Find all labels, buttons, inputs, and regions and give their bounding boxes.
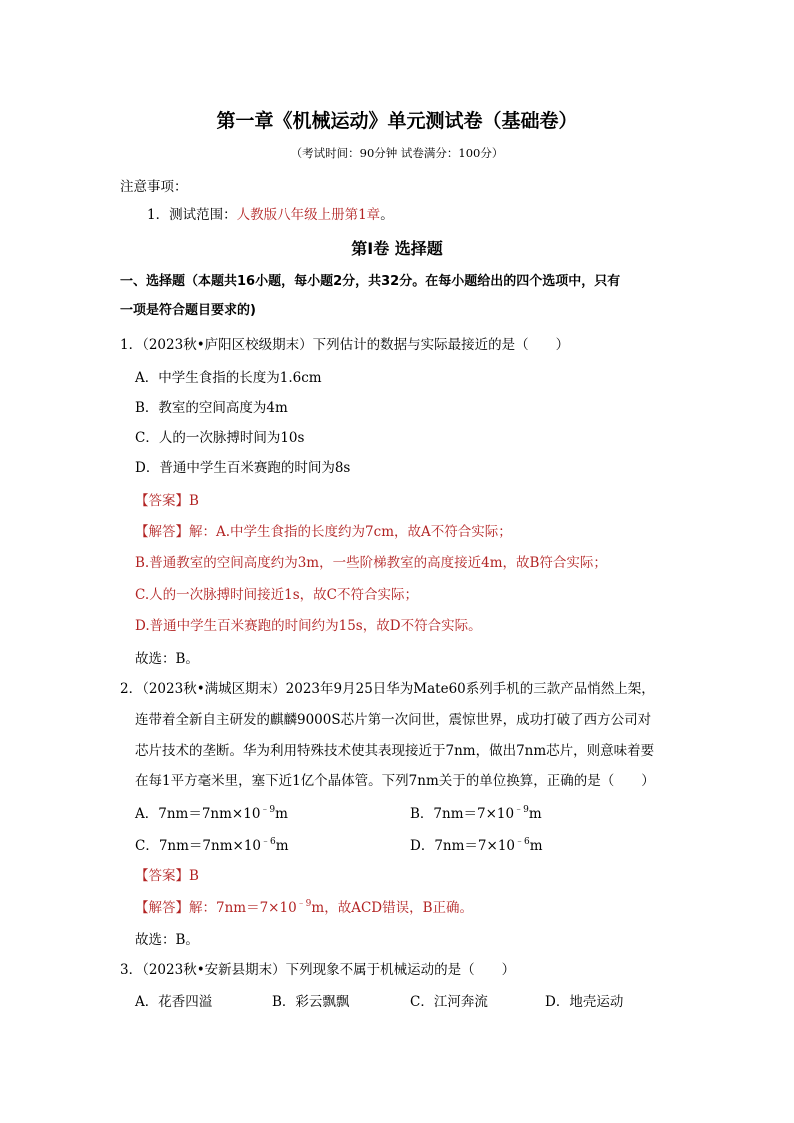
q2-analysis-pre: 解：7nm＝7×10 — [189, 900, 297, 916]
q3-option-d: D．地壳运动 — [545, 994, 624, 1010]
q3-option-c: C．江河奔流 — [410, 994, 488, 1010]
q2-option-d-base: 7nm＝7×10 — [434, 838, 515, 854]
q2-option-d — [410, 836, 543, 856]
q1-stem: 1．（2023秋•庐阳区校级期末）下列估计的数据与实际最接近的是（ ） — [120, 337, 570, 353]
notice-heading: 注意事项： — [120, 179, 188, 195]
q2-option-c-base: 7nm＝7nm×10 — [158, 838, 262, 854]
notice-item-scope: 人教版八年级上册第1章 — [236, 207, 381, 223]
q2-option-a-base: 7nm＝7nm×10 — [158, 806, 261, 822]
q2-option-d-exponent: ﹣6 — [515, 837, 530, 847]
q3-stem: 3．（2023秋•安新县期末）下列现象不属于机械运动的是（ ） — [120, 962, 516, 978]
q2-option-b — [410, 804, 542, 824]
section-title: 第Ⅰ卷 选择题 — [351, 239, 443, 258]
q2-option-a — [135, 804, 288, 824]
q2-option-c-exponent: ﹣6 — [261, 837, 276, 847]
q2-option-b-unit: m — [528, 806, 542, 822]
q2-option-b-base: 7nm＝7×10 — [433, 806, 515, 822]
q1-option-c: C．人的一次脉搏时间为10s — [135, 430, 305, 446]
q2-answer: 【答案】B — [135, 868, 199, 884]
q2-option-c — [135, 836, 289, 856]
q1-option-b: B．教室的空间高度为4m — [135, 400, 288, 416]
q1-analysis-text: 解：A.中学生食指的长度约为7cm，故A不符合实际； — [189, 524, 512, 540]
notice-item-end: 。 — [380, 207, 394, 223]
q2-option-a-unit: m — [275, 806, 288, 822]
q2-stem-line4: 在每1平方毫米里，塞下近1亿个晶体管。下列7nm关于的单位换算，正确的是（ ） — [135, 773, 655, 789]
q2-stem-line2: 连带着全新自主研发的麒麟9000S芯片第一次问世，震惊世界，成功打破了西方公司对 — [135, 712, 652, 728]
q1-option-d: D．普通中学生百米赛跑的时间为8s — [135, 460, 351, 476]
q2-option-a-exponent: ﹣9 — [260, 805, 276, 815]
page-title: 第一章《机械运动》单元测试卷（基础卷） — [216, 110, 578, 132]
notice-item-prefix: 1．测试范围： — [147, 207, 237, 223]
q2-choice: 故选：B。 — [135, 932, 199, 948]
part1-instructions-line1: 一、选择题（本题共16小题，每小题2分，共32分。在每小题给出的四个选项中，只有 — [120, 274, 621, 289]
q2-option-a-label: A． — [135, 806, 159, 822]
q2-option-b-label: B． — [410, 806, 434, 822]
q1-analysis-line1 — [135, 522, 512, 542]
q3-option-a: A．花香四溢 — [135, 994, 213, 1010]
q1-answer: 【答案】B — [135, 493, 199, 509]
q1-analysis-line4: D.普通中学生百米赛跑的时间约为15s，故D不符合实际。 — [135, 618, 482, 634]
q2-option-b-exponent: ﹣9 — [514, 805, 529, 815]
q1-analysis-label: 【解答】 — [135, 524, 189, 540]
q2-option-d-label: D． — [410, 838, 435, 854]
exam-info: （考试时间：90分钟 试卷满分：100分） — [290, 146, 504, 160]
q1-analysis-line3: C.人的一次脉搏时间接近1s，故C不符合实际； — [135, 587, 418, 603]
q2-analysis-label: 【解答】 — [135, 900, 189, 916]
q1-analysis-line2: B.普通教室的空间高度约为3m，一些阶梯教室的高度接近4m，故B符合实际； — [135, 555, 607, 571]
q2-analysis-post: m，故ACD错误，B正确。 — [311, 900, 474, 916]
q2-analysis-exponent: ﹣9 — [296, 899, 312, 909]
q2-stem-line3: 芯片技术的垄断。华为利用特殊技术使其表现接近于7nm，做出7nm芯片，则意味着要 — [135, 743, 655, 759]
q1-choice: 故选：B。 — [135, 651, 199, 667]
q2-stem-line1: 2．（2023秋•满城区期末）2023年9月25日华为Mate60系列手机的三款产品悄然上架， — [120, 681, 655, 697]
q3-option-b: B．彩云飘飘 — [272, 994, 350, 1010]
q2-option-c-label: C． — [135, 838, 159, 854]
notice-item — [147, 205, 394, 225]
q2-analysis — [135, 898, 473, 918]
q2-option-c-unit: m — [275, 838, 289, 854]
q1-option-a: A．中学生食指的长度为1.6cm — [135, 370, 322, 386]
part1-instructions-line2: 一项是符合题目要求的) — [120, 303, 256, 318]
q2-option-d-unit: m — [529, 838, 543, 854]
